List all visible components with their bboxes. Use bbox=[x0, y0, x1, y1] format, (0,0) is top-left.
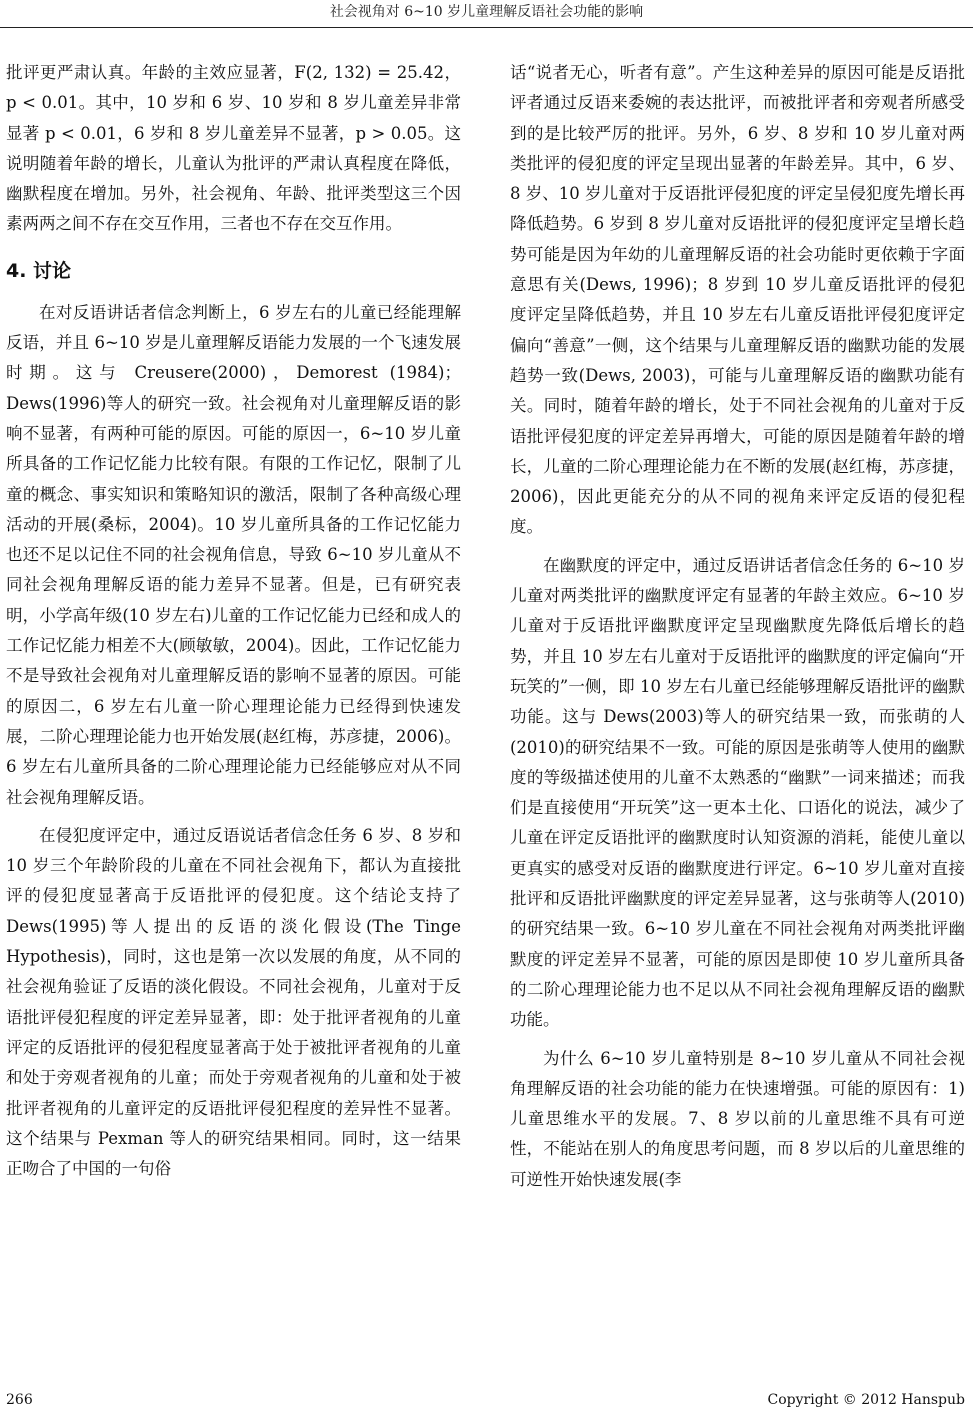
page-number: 266 bbox=[6, 1392, 33, 1408]
left-column bbox=[6, 58, 461, 1184]
header-rule bbox=[0, 27, 973, 28]
paragraph: 在侵犯度评定中，通过反语说话者信念任务 6 岁、8 岁和 10 岁三个年龄阶段的儿童在不同社会视角下，都认为直接批评的侵犯度显著高于反语批评的侵犯度。这个结论支持了 Dews(1995)等人提出的反语的淡化假设(The Tinge Hypothesis)，同时，这也是第一次以发展的角度，从不同的社会视角验证了反语的淡化假设。不同社会视角，儿童对于反语批评侵犯程度的评定差异显著，即：处于批评者视角的儿童评定的反语批评的侵犯程度显著高于处于被批评者视角的儿童和处于旁观者视角的儿童；而处于旁观者视角的儿童和处于被批评者视角的儿童评定的反语批评侵犯程度的差异性不显著。这个结果与 Pexman 等人的研究结果相同。同时，这一结果正吻合了中国的一句俗 bbox=[6, 825, 461, 1179]
paragraph: 批评更严肃认真。年龄的主效应显著，F(2, 132) = 25.42，p < 0.01。其中，10 岁和 6 岁、10 岁和 8 岁儿童差异非常显著 p < 0.01，6 岁和 8 岁儿童差异不显著，p > 0.05。这说明随着年龄的增长，儿童认为批评的严肃认真程度在降低，幽默程度在增加。另外，社会视角、年龄、批评类型这三个因素两两之间不存在交互作用，三者也不存在交互作用。 bbox=[6, 63, 461, 234]
page-footer bbox=[0, 1388, 973, 1412]
paragraph: 在对反语讲话者信念判断上，6 岁左右的儿童已经能理解反语，并且 6~10 岁是儿童理解反语能力发展的一个飞速发展时期。这与 Creusere(2000)，Demorest (1984)；Dews(1996)等人的研究一致。社会视角对儿童理解反语的影响不显著，有两种可能的原因。可能的原因一，6~10 岁儿童所具备的工作记忆能力比较有限。有限的工作记忆，限制了儿童的概念、事实知识和策略知识的激活，限制了各种高级心理活动的开展(桑标，2004)。10 岁儿童所具备的工作记忆能力也还不足以记住不同的社会视角信息，导致 6~10 岁儿童从不同社会视角理解反语的能力差异不显著。但是，已有研究表明，小学高年级(10 岁左右)儿童的工作记忆能力已经和成人的工作记忆能力相差不大(顾敏敏，2004)。因此，工作记忆能力不是导致社会视角对儿童理解反语的影响不显著的原因。可能的原因二，6 岁左右儿童一阶心理理论能力已经得到快速发展，二阶心理理论能力也开始发展(赵红梅，苏彦捷，2006)。6 岁左右儿童所具备的二阶心理理论能力已经能够应对从不同社会视角理解反语。 bbox=[6, 302, 461, 807]
running-header bbox=[0, 0, 973, 28]
paragraph: 为什么 6~10 岁儿童特别是 8~10 岁儿童从不同社会视角理解反语的社会功能的能力在快速增强。可能的原因有：1) 儿童思维水平的发展。7、8 岁以前的儿童思维不具有可逆性，不能站在别人的角度思考问题，而 8 岁以后的儿童思维的可逆性开始快速发展(李 bbox=[510, 1048, 965, 1189]
section-title: 4. 讨论 bbox=[6, 259, 72, 282]
paragraph: 在幽默度的评定中，通过反语讲话者信念任务的 6~10 岁儿童对两类批评的幽默度评定有显著的年龄主效应。6~10 岁儿童对于反语批评幽默度评定呈现幽默度先降低后增长的趋势，并且 10 岁左右儿童对于反语批评的幽默度的评定偏向“开玩笑的”一侧，即 10 岁左右儿童已经能够理解反语批评的幽默功能。这与 Dews(2003)等人的研究结果一致，而张萌的人(2010)的研究结果不一致。可能的原因是张萌等人使用的幽默度的等级描述使用的儿童不太熟悉的“幽默”一词来描述；而我们是直接使用“开玩笑”这一更本土化、口语化的说法，减少了儿童在评定反语批评的幽默度时认知资源的消耗，能使儿童以更真实的感受对反语的幽默度进行评定。6~10 岁儿童对直接批评和反语批评幽默度的评定差异显著，这与张萌等人(2010)的研究结果一致。6~10 岁儿童在不同社会视角对两类批评幽默度的评定差异不显著，可能的原因是即使 10 岁儿童所具备的二阶心理理论能力也不足以从不同社会视角理解反语的幽默功能。 bbox=[510, 555, 965, 1030]
right-column bbox=[510, 58, 965, 1195]
running-title: 社会视角对 6~10 岁儿童理解反语社会功能的影响 bbox=[329, 4, 644, 20]
paragraph: 话“说者无心，听者有意”。产生这种差异的原因可能是反语批评者通过反语来委婉的表达批评，而被批评者和旁观者所感受到的是比较严厉的批评。另外，6 岁、8 岁和 10 岁儿童对两类批评的侵犯度的评定呈现出显著的年龄差异。其中，6 岁、8 岁、10 岁儿童对于反语批评侵犯度的评定呈侵犯度先增长再降低趋势。6 岁到 8 岁儿童对反语批评的侵犯度评定呈增长趋势可能是因为年幼的儿童理解反语的社会功能时更依赖于字面意思有关(Dews, 1996)；8 岁到 10 岁儿童反语批评的侵犯度评定呈降低趋势，并且 10 岁左右儿童反语批评侵犯度评定偏向“善意”一侧，这个结果与儿童理解反语的幽默功能的发展趋势一致(Dews, 2003)，可能与儿童理解反语的幽默功能有关。同时，随着年龄的增长，处于不同社会视角的儿童对于反语批评侵犯度的评定差异再增大，可能的原因是随着年龄的增长，儿童的二阶心理理论能力在不断的发展(赵红梅，苏彦捷，2006)，因此更能充分的从不同的视角来评定反语的侵犯程度。 bbox=[510, 63, 965, 537]
copyright-notice: Copyright © 2012 Hanspub bbox=[767, 1392, 965, 1408]
